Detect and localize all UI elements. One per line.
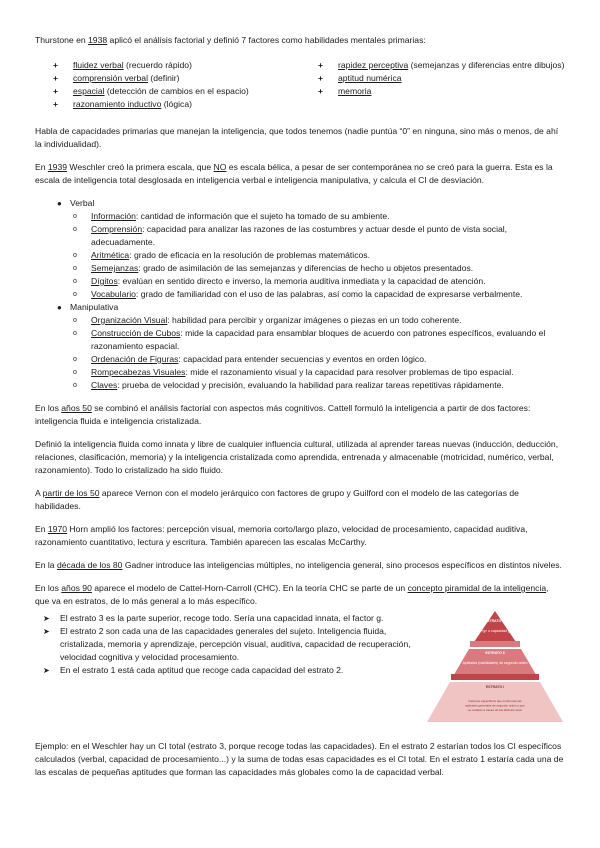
bullet-circle-icon: o <box>73 382 77 389</box>
bullet-circle-icon: o <box>73 213 77 220</box>
plus-bullet-icon: + <box>318 73 324 83</box>
pyramid-level1-line: se evalúan a través de los distintos tests <box>468 708 522 712</box>
arrow-bullet-icon: ➤ <box>43 627 50 636</box>
bullet-circle-icon: o <box>73 317 77 324</box>
plus-bullet-icon: + <box>53 99 59 109</box>
factor-item: + aptitud numérica <box>300 72 565 85</box>
chc-pyramid-figure <box>425 608 565 734</box>
year-1938: 1938 <box>88 35 108 45</box>
list-item: o Organización Visual: habilidad para percibir y organizar imágenes o piezas en un todo coherente. <box>73 315 462 325</box>
primary-capacities-paragraph: Habla de capacidades primarias que manejan la inteligencia, que todos tenemos (nadie puntúa “0” en ninguna, sino más o menos, de ahí la individualidad). <box>35 126 559 149</box>
bullet-circle-icon: o <box>73 265 77 272</box>
example-paragraph: Ejemplo: en el Weschler hay un CI total (estrato 3, porque recoge todas las capacidades). En el estrato 2 estarían todos los CI específicos calculados (verbal, capacidad de procesamiento...) y la suma de todas esas capacidades es el CI total. En el estrato 1 estaría cada una de las escalas de pequeñas aptitudes que forman las capacidades más globales como la de capacidad verbal. <box>35 741 564 777</box>
list-item: o Dígitos: evalúan en sentido directo e inverso, la memoria auditiva inmediata y la capacidad de atención. <box>73 276 486 286</box>
gadner-80s-paragraph: En la década de los 80 Gadner introduce las inteligencias múltiples, no inteligencia general, sino procesos específicos en distintos niveles. <box>35 560 562 570</box>
list-item: o Vocabulario: grado de familiaridad con el uso de las palabras, así como la capacidad de expresarse verbalmente. <box>73 289 523 299</box>
factor-item: + fluidez verbal (recuerdo rápido) <box>35 59 300 72</box>
chc-90s-paragraph: En los años 90 aparece el modelo de Cattel-Horn-Carroll (CHC). En la teoría CHC se parte de un concepto piramidal de la inteligencia, que va en estratos, de lo más general a lo más específico. <box>35 583 549 606</box>
document-page <box>35 34 565 789</box>
bullet-dot-icon: ● <box>57 199 62 208</box>
bullet-circle-icon: o <box>73 291 77 298</box>
list-item: o Ordenación de Figuras: capacidad para entender secuencias y eventos en orden lógico. <box>73 354 427 364</box>
pyramid-level2-title: ESTRATO II <box>485 651 505 655</box>
bullet-circle-icon: o <box>73 226 77 233</box>
vernon-guilford-paragraph: A partir de los 50 aparece Vernon con el modelo jerárquico con factores de grupo y Guilford con el modelo de las categorías de habilidades. <box>35 488 519 511</box>
list-item: ● Manipulativa <box>57 302 119 312</box>
arrow-bullet-icon: ➤ <box>43 614 50 623</box>
strata-list <box>35 612 420 734</box>
bullet-circle-icon: o <box>73 252 77 259</box>
list-item: ● Verbal <box>57 198 95 208</box>
plus-bullet-icon: + <box>53 60 59 70</box>
list-item: ➤ El estrato 3 es la parte superior, recoge todo. Sería una capacidad innata, el factor g. <box>43 613 384 623</box>
years-50-paragraph: En los años 50 se combinó el análisis factorial con aspectos más cognitivos. Cattell formuló la inteligencia a partir de dos factores: inteligencia fluida e inteligencia cristalizada. <box>35 403 531 426</box>
factor-column-right <box>300 59 565 111</box>
pyramid-level3-title: ESTRATO III <box>484 619 506 623</box>
intro-paragraph: Thurstone en 1938 aplicó el análisis factorial y definió 7 factores como habilidades mentales primarias: <box>35 35 426 45</box>
plus-bullet-icon: + <box>318 60 324 70</box>
factor-item: + razonamiento inductivo (lógica) <box>35 98 300 111</box>
factor-item: + memoria <box>300 85 565 98</box>
pyramid-level3-text: Factor «g» o capacidad general <box>470 629 520 633</box>
list-item: o Construcción de Cubos: mide la capacidad para ensamblar bloques de acuerdo con patrones específicos, evaluando el razonamiento espacial. <box>73 328 546 351</box>
pyramid-level2-text: Aptitudes (habilidades) de segundo orden <box>462 661 528 665</box>
factor-item: + rapidez perceptiva (semejanzas y diferencias entre dibujos) <box>300 59 565 72</box>
bullet-circle-icon: o <box>73 356 77 363</box>
pyramid-svg <box>425 608 565 730</box>
plus-bullet-icon: + <box>53 86 59 96</box>
factor-item: + espacial (detección de cambios en el espacio) <box>35 85 300 98</box>
bullet-circle-icon: o <box>73 369 77 376</box>
thurstone-factor-list <box>35 59 565 111</box>
pyramid-level1-text <box>465 699 525 712</box>
bullet-dot-icon: ● <box>57 303 62 312</box>
strata-section <box>35 612 565 734</box>
pyramid-band-3 <box>470 641 520 647</box>
pyramid-level-3 <box>472 611 518 645</box>
factor-item: + comprensión verbal (definir) <box>35 72 300 85</box>
list-item: o Información: cantidad de información que el sujeto ha tomado de su ambiente. <box>73 211 390 221</box>
list-item: o Claves: prueba de velocidad y precisión, evaluando la habilidad para realizar tareas repetitivas rápidamente. <box>73 380 504 390</box>
plus-bullet-icon: + <box>318 86 324 96</box>
pyramid-level1-line: aptitudes generales de segundo orden y que <box>465 703 525 708</box>
weschler-subtests-list <box>35 197 565 392</box>
fluid-crystallized-paragraph: Definió la inteligencia fluida como innata y libre de cualquier influencia cultural, utilizada al aprender tareas nuevas (inducción, deducción, relaciones, clasificación, memoria) y la inteligencia cristalizada como aprendida, entrenada y almacenable (motricidad, numérico, verbal, razonamiento). Todo lo cristalizado ha sido fluido. <box>35 439 559 475</box>
list-item: o Semejanzas: grado de asimilación de las semejanzas y diferencias de hecho u objetos presentados. <box>73 263 474 273</box>
list-item: ➤ El estrato 2 son cada una de las capacidades generales del sujeto. Inteligencia fluida, cristalizada, memoria y aprendizaje, percepción visual, auditiva, capacidad de recuperación, velocidad cognitiva y velocidad procesamiento. <box>43 626 411 662</box>
horn-1970-paragraph: En 1970 Horn amplió los factores: percepción visual, memoria corto/largo plazo, velocidad de procesamiento, capacidad auditiva, razonamiento cuantitativo, lectura y escritura. También aparecen las escalas McCarthy. <box>35 524 528 547</box>
bullet-circle-icon: o <box>73 330 77 337</box>
list-item: o Rompecabezas Visuales: mide el razonamiento visual y la capacidad para resolver problemas de tipo espacial. <box>73 367 514 377</box>
weschler-1939-paragraph: En 1939 Weschler creó la primera escala, que NO es escala bélica, a pesar de ser contemporánea no se creó para la guerra. Esta es la escala de inteligencia total desglosada en inteligencia verbal e inteligencia manipulativa, y calcula el CI de desviación. <box>35 162 553 185</box>
list-item: ➤ En el estrato 1 está cada aptitud que recoge cada capacidad del estrato 2. <box>43 665 344 675</box>
plus-bullet-icon: + <box>53 73 59 83</box>
list-item: o Aritmética: grado de eficacia en la resolución de problemas matemáticos. <box>73 250 370 260</box>
list-item: o Comprensión: capacidad para analizar las razones de las costumbres y actuar desde el punto de vista social, adecuadamente. <box>73 224 508 247</box>
pyramid-level1-line: Factores específicos que conforman las <box>468 699 522 703</box>
factor-column-left <box>35 59 300 111</box>
pyramid-level1-title: ESTRATO I <box>485 685 505 689</box>
bullet-circle-icon: o <box>73 278 77 285</box>
pyramid-band-2 <box>451 674 539 680</box>
arrow-bullet-icon: ➤ <box>43 666 50 675</box>
